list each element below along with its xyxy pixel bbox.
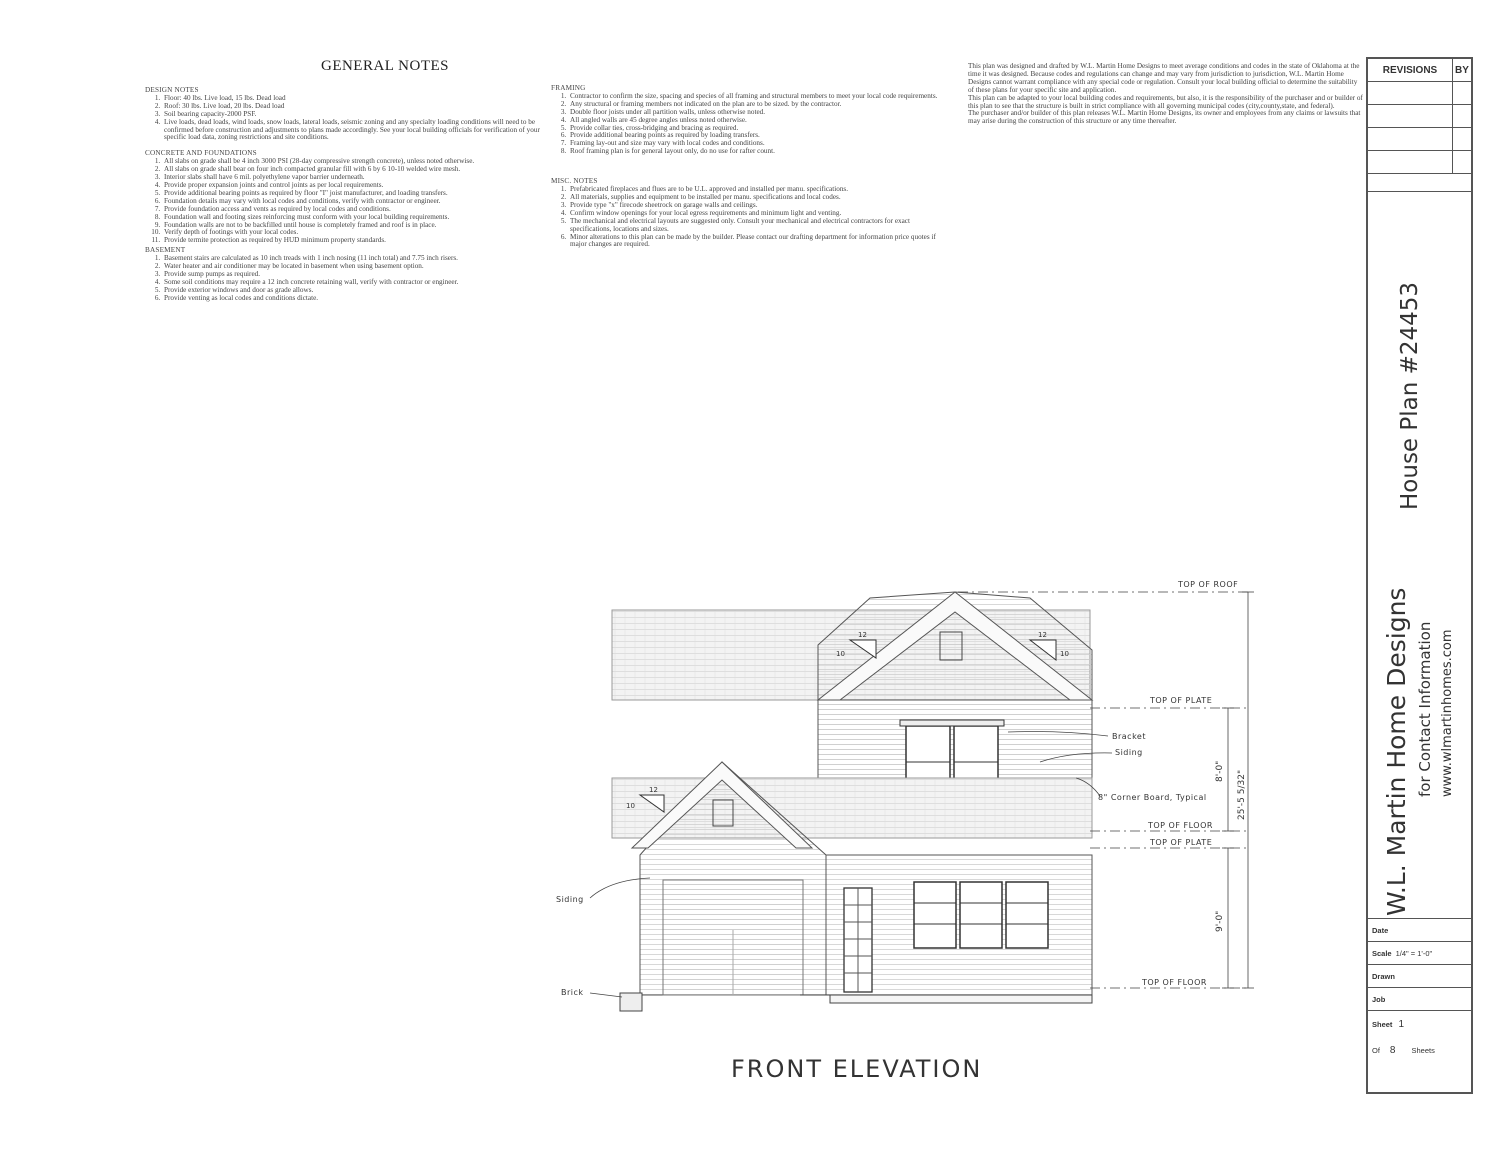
lower-window-3 [1006,882,1048,948]
note-item: 4. All angled walls are 45 degree angles unless noted otherwise. [568,117,946,125]
note-item: 5. Provide collar ties, cross-bridging and bracing as required. [568,125,946,133]
note-item: 7. Framing lay-out and size may vary with local codes and conditions. [568,140,946,148]
website: www.wlmartinhomes.com [1440,629,1455,797]
siding-left-label: Siding [556,895,584,904]
design-notes-heading: DESIGN NOTES [145,86,199,94]
top-of-floor-lower-label: TOP OF FLOOR [1142,978,1207,987]
top-of-plate-lower-label: TOP OF PLATE [1150,838,1213,847]
concrete-heading: CONCRETE AND FOUNDATIONS [145,149,257,158]
top-of-plate-upper-label: TOP OF PLATE [1150,696,1213,705]
brick-label: Brick [561,988,584,997]
note-item: 3. Double floor joists under all partition walls, unless otherwise noted. [568,109,946,117]
elevation-title: FRONT ELEVATION [731,1055,983,1083]
pitch-run-label: 12 [649,786,658,794]
note-item: 6. Provide venting as local codes and conditions dictate. [162,295,540,303]
note-item: 1. Prefabricated fireplaces and flues are to be U.L. approved and installed per manu. specifications. [568,186,946,194]
note-item: 4. Some soil conditions may require a 12 inch concrete retaining wall, verify with contractor or engineer. [162,279,540,287]
framing-heading: FRAMING [551,84,586,92]
pitch-rise-label: 10 [626,802,635,810]
note-item: 6. Foundation details may vary with local codes and conditions, verify with contractor or engineer. [162,198,540,206]
note-item: 2. Roof: 30 lbs. Live load, 20 lbs. Dead load [162,103,540,111]
house-plan-number: House Plan #24453 [1397,281,1423,510]
dim-lower-label: 9'-0" [1215,910,1225,932]
dim-total-label: 25'-5 5/32" [1237,769,1247,820]
note-item: 5. The mechanical and electrical layouts are suggested only. Consult your mechanical and electrical contractors for exact specifications, locations and sizes. [568,218,946,234]
note-item: 3. Provide type "x" firecode sheetrock on garage walls and ceilings. [568,202,946,210]
top-of-floor-upper-label: TOP OF FLOOR [1148,821,1213,830]
lower-window-1 [914,882,956,948]
job-label: Job [1372,994,1386,1004]
note-item: 11. Provide termite protection as required by HUD minimum property standards. [162,237,540,245]
note-item: 6. Minor alterations to this plan can be made by the builder. Please contact our drafting department for information price quotes if major changes are required. [568,234,946,250]
bracket [900,720,1004,726]
note-item: 1. All slabs on grade shall be 4 inch 3000 PSI (28-day compressive strength concrete), unless noted otherwise. [162,158,540,166]
lower-window-2 [960,882,1002,948]
note-item: 1. Contractor to confirm the size, spacing and species of all framing and structural members to meet your local code requirements. [568,93,946,101]
note-item: 3. Soil bearing capacity-2000 PSF. [162,111,540,119]
note-item: 2. Water heater and air conditioner may be located in basement when using basement option. [162,263,540,271]
sheet-number: 1 [1398,1018,1404,1030]
dim-upper-label: 8'-0" [1215,760,1225,782]
pitch-run-label: 12 [1038,631,1047,639]
contact-info: for Contact Information [1416,621,1434,797]
note-item: 2. All materials, supplies and equipment to be installed per manu. specifications and local codes. [568,194,946,202]
sheets-label: Sheets [1411,1045,1435,1055]
corner-board-label: 8" Corner Board, Typical [1098,793,1207,802]
company-name: W.L. Martin Home Designs [1382,587,1411,916]
note-item: 3. Interior slabs shall have 6 mil. polyethylene vapor barrier underneath. [162,174,540,182]
date-label: Date [1372,925,1389,935]
bracket-label: Bracket [1112,732,1146,741]
by-label: BY [1455,64,1469,76]
pitch-rise-label: 10 [836,650,845,658]
scale-label: Scale [1372,948,1392,958]
disclaimer-paragraph: This plan was designed and drafted by W.L. Martin Home Designs to meet average conditions and codes in the state of Oklahoma at the time it was designed. Because codes and regulations can change and may vary from jurisdiction to jurisdiction, W.L. Martin Home Designs cannot warrant compliance with any special code or regulation. Consult your local building official to determine the suitability of these plans for your specific site and application. [968,62,1360,94]
revisions-label: REVISIONS [1368,59,1453,81]
note-item: 3. Provide sump pumps as required. [162,271,540,279]
total-sheets: 8 [1389,1044,1396,1056]
note-item: 5. Provide additional bearing points as required by floor "I" joist manufacturer, and loading transfers. [162,190,540,198]
note-item: 8. Roof framing plan is for general layout only, do no use for rafter count. [568,148,946,156]
note-item: 2. All slabs on grade shall bear on four inch compacted granular fill with 6 by 6 10-10 welded wire mesh. [162,166,540,174]
siding-right-label: Siding [1115,748,1143,757]
top-of-roof-label: TOP OF ROOF [1178,580,1239,589]
general-notes-title: GENERAL NOTES [320,58,450,74]
note-item: 1. Basement stairs are calculated as 10 inch treads with 1 inch nosing (11 inch total) and 7.75 inch risers. [162,255,540,263]
misc-heading: MISC. NOTES [551,177,598,186]
note-item: 8. Foundation wall and footing sizes reinforcing must conform with your local building requirements. [162,214,540,222]
pitch-rise-label: 10 [1060,650,1069,658]
note-item: 9. Foundation walls are not to be backfilled until house is completely framed and roof is in place. [162,222,540,230]
basement-heading: BASEMENT [145,246,186,255]
note-item: 6. Provide additional bearing points as required by loading transfers. [568,132,946,140]
brick-base [620,993,642,1011]
pitch-run-label: 12 [858,631,867,639]
note-item: 1. Floor: 40 lbs. Live load, 15 lbs. Dead load [162,95,540,103]
upper-gable-vent [940,632,962,660]
note-item: 4. Live loads, dead loads, wind loads, snow loads, lateral loads, seismic zoning and any specialty loading conditions will need to be confirmed before construction and adjustments to plans made accordingly. See your local building officials for verification of your specific load data, zoning restrictions and site conditions. [162,119,540,143]
sheet-label: Sheet [1372,1019,1393,1029]
drawn-label: Drawn [1372,971,1395,981]
note-item: 7. Provide foundation access and vents as required by local codes and conditions. [162,206,540,214]
note-item: 4. Confirm window openings for your local egress requirements and minimum light and venting. [568,210,946,218]
scale-value: 1/4" = 1'-0" [1395,948,1433,958]
note-item: 2. Any structural or framing members not indicated on the plan are to be sized. by the contractor. [568,101,946,109]
of-label: Of [1372,1045,1380,1055]
note-item: 4. Provide proper expansion joints and control joints as per local requirements. [162,182,540,190]
note-item: 10. Verify depth of footings with your local codes. [162,229,540,237]
disclaimer-paragraph: The purchaser and/or builder of this plan releases W.L. Martin Home Designs, its owner and employees from any claims or lawsuits that may arise during the construction of this structure or any time thereafter. [968,109,1361,126]
garage-gable-vent [713,800,733,826]
disclaimer-paragraph: This plan can be adapted to your local building codes and requirements, but also, it is the responsibility of the purchaser and or builder of this plan to see that the structure is built in strict compliance with all governing municipal codes (city,county,state, and federal). [968,93,1363,110]
porch-step [830,995,1092,1003]
note-item: 5. Provide exterior windows and door as grade allows. [162,287,540,295]
